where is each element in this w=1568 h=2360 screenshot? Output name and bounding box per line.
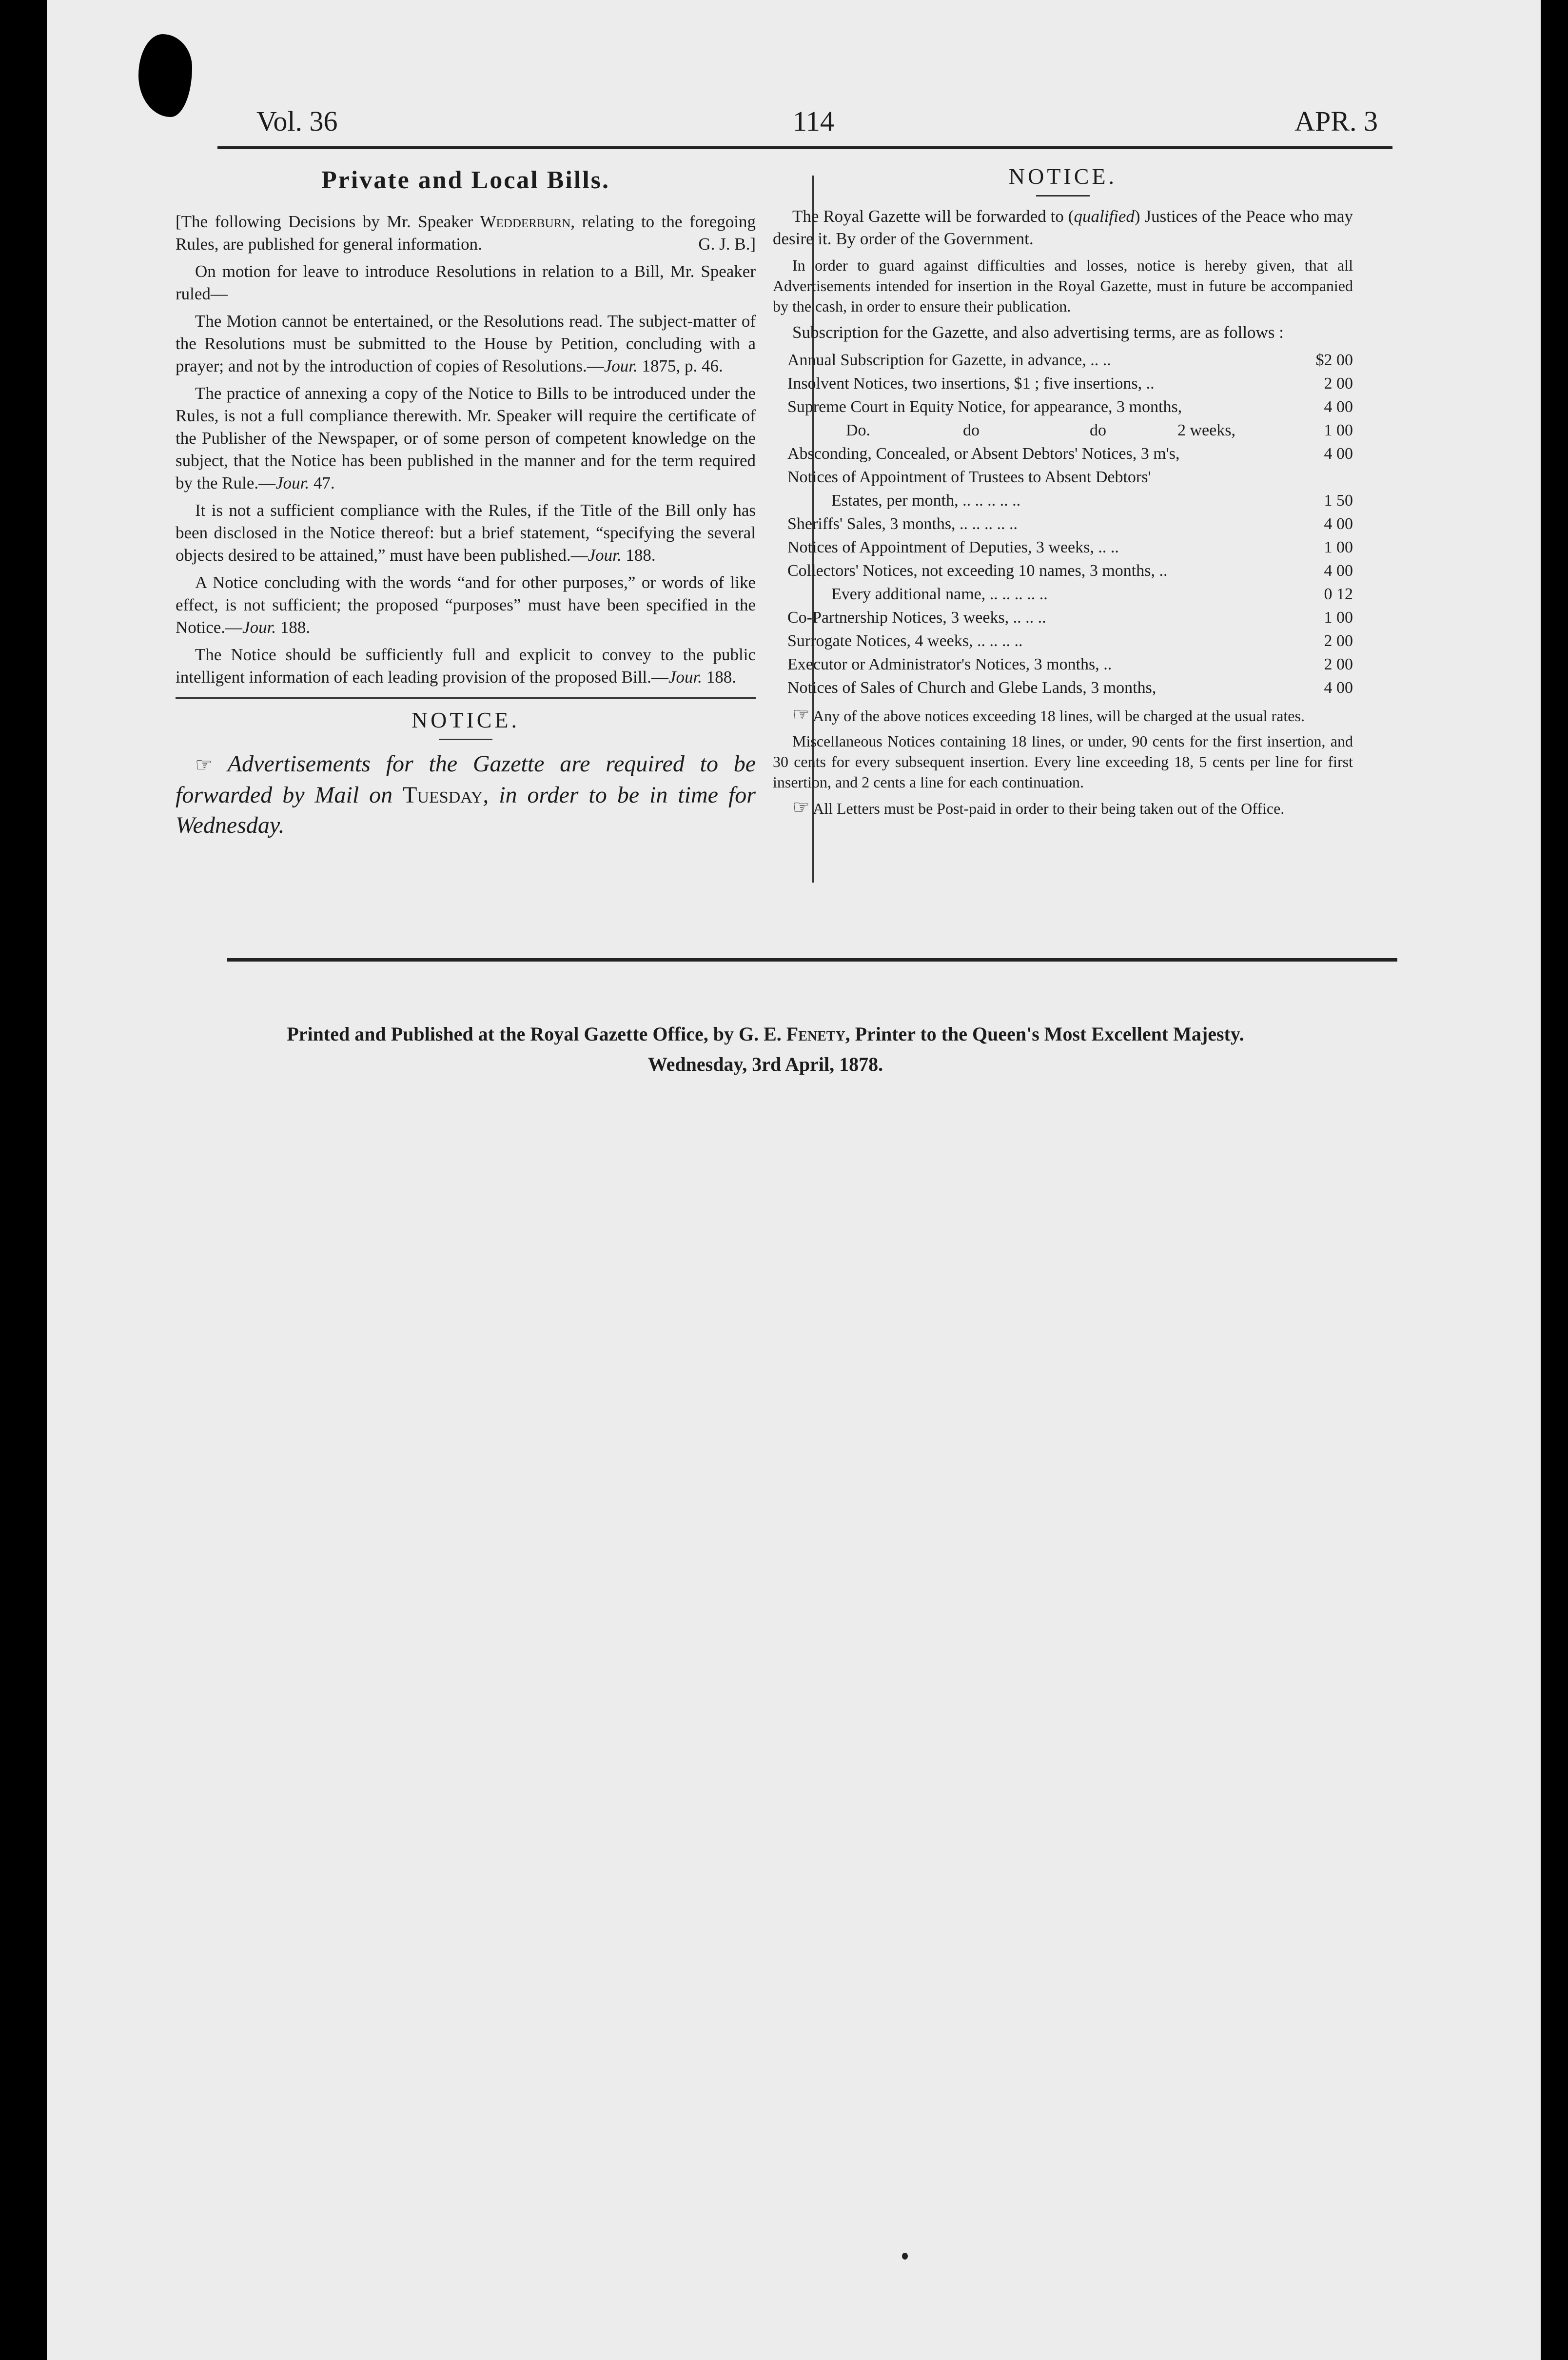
rate-row: Estates, per month, .. .. .. .. .. 1 50 [831, 492, 1353, 510]
rate-row: Every additional name, .. .. .. .. .. 0 12 [831, 585, 1353, 603]
section-rule [176, 697, 756, 699]
notice-heading: NOTICE. [1008, 164, 1117, 189]
intro-text-b: , relating to the foregoing Rules, are published for general information. [176, 212, 756, 254]
bottom-rule [227, 958, 1397, 962]
decision-paragraph: The practice of annexing a copy of the Notice to Bills to be introduced under the Rules, is not a full compliance therewith. Mr. Speaker will require the certificate of the Publisher of the Newspaper, or of some person of competent knowledge on the subject, that the Notice has been published in the manner and for the term required by the Rule.—Jour. 47. [176, 384, 756, 492]
decision-paragraph: It is not a sufficient compliance with the Rules, if the Title of the Bill only has been disclosed in the Notice thereof: but a brief statement, “specifying the several objects desired to be attained,” must have been published.—Jour. 188. [176, 501, 756, 565]
rate-row: Sheriffs' Sales, 3 months, .. .. .. .. .. 4 00 [787, 515, 1353, 533]
intro-signature: G. J. B.] [698, 235, 756, 254]
mail-notice: ☞ Advertisements for the Gazette are required to be forwarded by Mail on Tuesday, in order to be in time for Wednesday. [176, 751, 756, 838]
rate-row: Supreme Court in Equity Notice, for appearance, 3 months, 4 00 [787, 398, 1353, 416]
notice-day: Tuesday [403, 782, 483, 808]
decision-paragraph: The Notice should be sufficiently full and explicit to convey to the public intelligent information of each leading provision of the proposed Bill.—Jour. 188. [176, 645, 756, 687]
decision-paragraph: On motion for leave to introduce Resolutions in relation to a Bill, Mr. Speaker ruled— [176, 262, 756, 303]
rate-row: Absconding, Concealed, or Absent Debtors' Notices, 3 m's, 4 00 [787, 445, 1353, 463]
intro-text-a: [The following Decisions by Mr. Speaker [176, 212, 480, 231]
pointing-hand-icon: ☞ [792, 796, 810, 818]
rate-row: Executor or Administrator's Notices, 3 months, .. 2 00 [787, 655, 1353, 673]
page-number: 114 [793, 105, 834, 137]
imprint-line-1: Printed and Published at the Royal Gazette Office, by G. E. Fenety, Printer to the Queen's Most Excellent Majesty. [287, 1023, 1244, 1045]
notice-paragraph: The Royal Gazette will be forwarded to (qualified) Justices of the Peace who may desire it. By order of the Government. [773, 207, 1353, 248]
left-column [176, 161, 756, 846]
notice-paragraph: ☞ Any of the above notices exceeding 18 lines, will be charged at the usual rates. [792, 704, 1305, 726]
volume-label: Vol. 36 [256, 105, 338, 137]
short-rule [1036, 195, 1090, 197]
header-rule [217, 146, 1392, 149]
pointing-hand-icon: ☞ [792, 704, 810, 726]
issue-date: APR. 3 [1294, 105, 1378, 137]
rate-row: Annual Subscription for Gazette, in advance, .. .. $2 00 [787, 351, 1353, 369]
rate-row: Collectors' Notices, not exceeding 10 names, 3 months, .. 4 00 [787, 562, 1353, 580]
rate-row: Notices of Appointment of Deputies, 3 weeks, .. .. 1 00 [787, 538, 1353, 556]
rate-row: Notices of Sales of Church and Glebe Lands, 3 months, 4 00 [787, 679, 1353, 697]
pointing-hand-icon: ☞ [195, 754, 213, 776]
speaker-name: Wedderburn [480, 212, 571, 231]
rate-row: Notices of Appointment of Trustees to Absent Debtors' [787, 468, 1151, 486]
notice-paragraph: Subscription for the Gazette, and also advertising terms, are as follows : [792, 323, 1284, 342]
decision-paragraph: A Notice concluding with the words “and for other purposes,” or words of like effect, is not sufficient; the proposed “purposes” must have been specified in the Notice.—Jour. 188. [176, 573, 756, 637]
printer-imprint [176, 1019, 1355, 1080]
rate-table [773, 349, 1353, 700]
ink-speck [902, 2253, 908, 2260]
notice-paragraph: Miscellaneous Notices containing 18 lines, or under, 90 cents for the first insertion, and 30 cents for every subsequent insertion. Every line exceeding 18, 5 cents per line for first insertion, and 2 cents a line for each continuation. [773, 732, 1353, 791]
torn-corner [138, 34, 192, 117]
right-column [773, 161, 1353, 824]
decision-paragraph: The Motion cannot be entertained, or the Resolutions read. The subject-matter of the Resolutions must be submitted to the House by Petition, concluding with a prayer; and not by the introduction of copies of Resolutions.—Jour. 1875, p. 46. [176, 312, 756, 375]
imprint-date: Wednesday, 3rd April, 1878. [647, 1053, 883, 1075]
printer-name: Fenety [786, 1023, 845, 1045]
notice-paragraph: In order to guard against difficulties and losses, notice is hereby given, that all Advertisements intended for insertion in the Royal Gazette, must in future be accompanied by the cash, in order to ensure their publication. [773, 256, 1353, 315]
rate-row: Surrogate Notices, 4 weeks, .. .. .. .. 2 00 [787, 632, 1353, 650]
rate-row-ditto: Do. do do 2 weeks, 1 00 [846, 421, 1353, 439]
short-rule [439, 739, 492, 740]
notice-heading: NOTICE. [411, 708, 520, 732]
intro-paragraph [176, 211, 756, 256]
notice-paragraph: ☞ All Letters must be Post-paid in order to their being taken out of the Office. [792, 796, 1285, 818]
section-title: Private and Local Bills. [321, 166, 610, 194]
rate-row: Co-Partnership Notices, 3 weeks, .. .. .. 1 00 [787, 609, 1353, 627]
rate-row: Insolvent Notices, two insertions, $1 ; five insertions, .. 2 00 [787, 374, 1353, 393]
